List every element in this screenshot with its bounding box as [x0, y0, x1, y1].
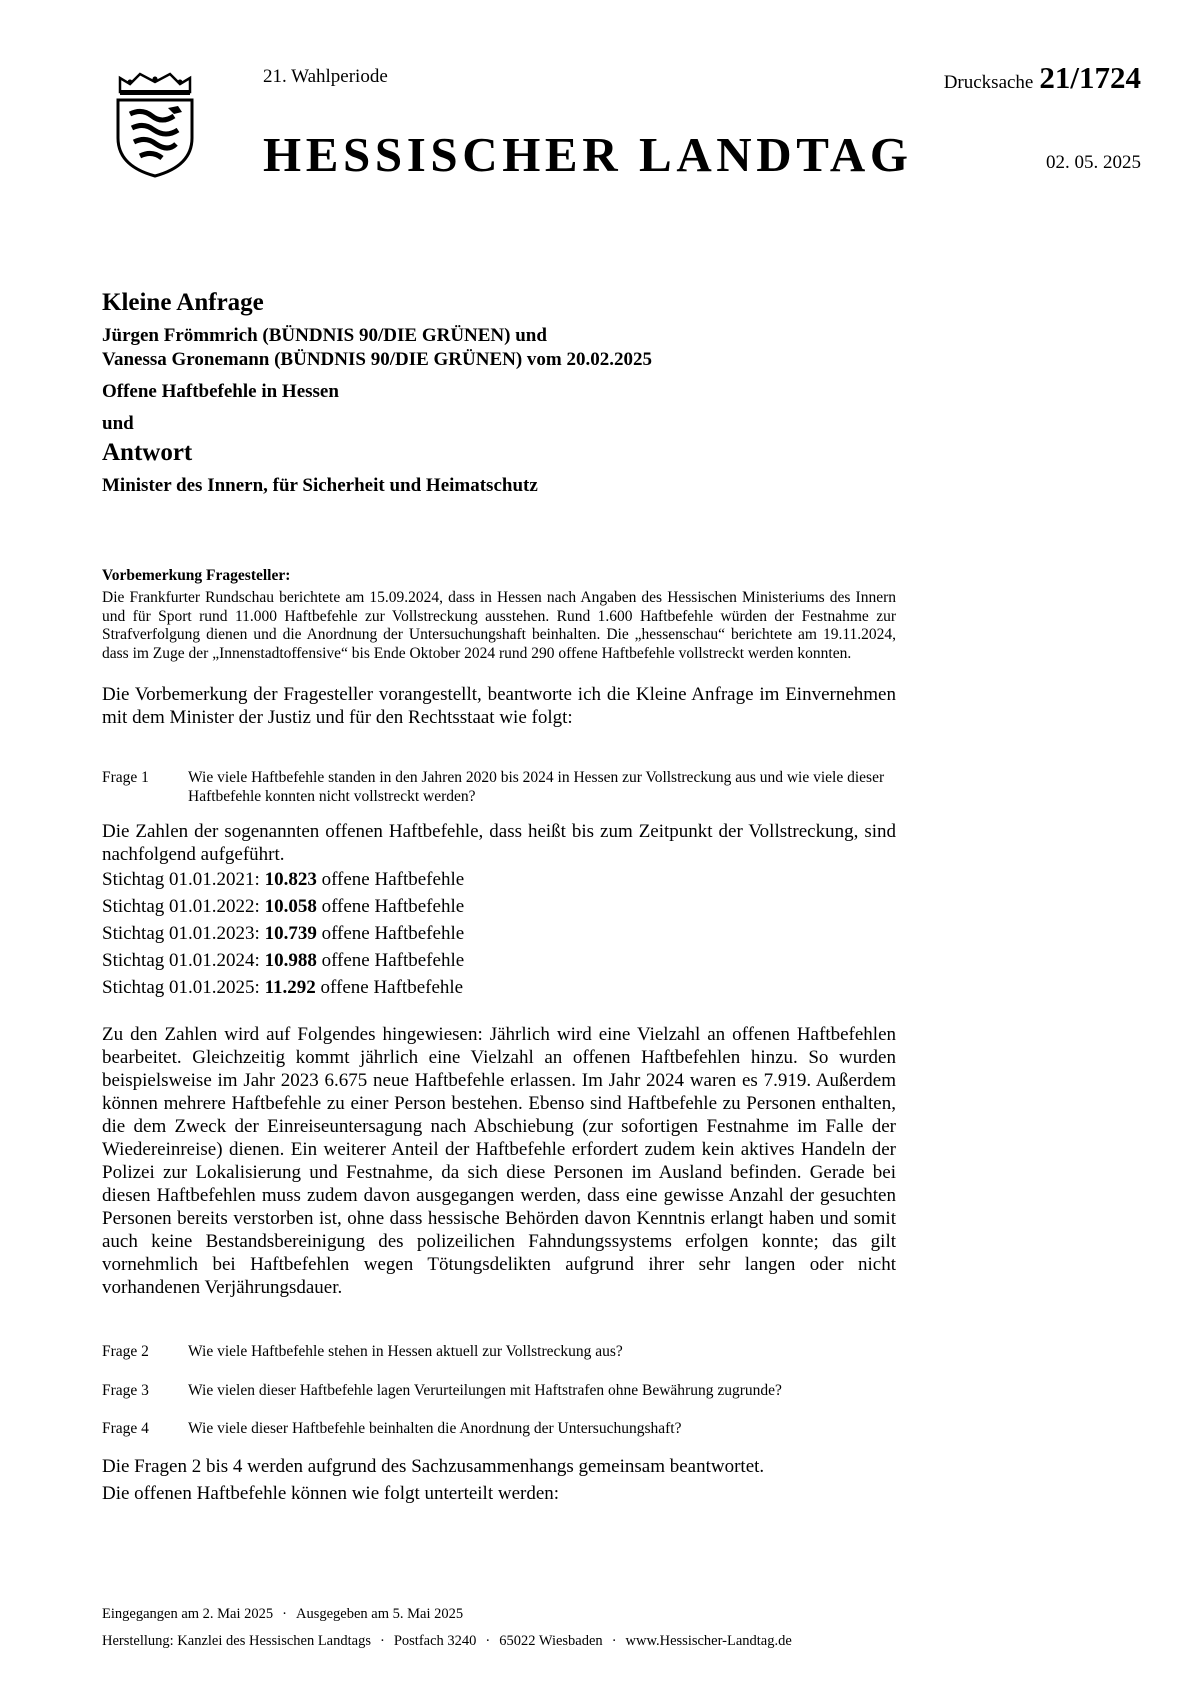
answer-label: Antwort — [102, 439, 193, 466]
footer-separator: · — [611, 1633, 617, 1649]
stichtag-value: 10.823 — [264, 869, 317, 890]
drucksache-number: 21/1724 — [1039, 60, 1141, 95]
stichtag-row — [102, 974, 896, 1001]
stichtag-suffix: offene Haftbefehle — [321, 869, 465, 890]
answer-2-line-1: Die Fragen 2 bis 4 werden aufgrund des Sachzusammenhangs gemeinsam beantwortet. — [102, 1455, 765, 1477]
footer-website-link[interactable]: www.Hessischer-Landtag.de — [625, 1633, 792, 1649]
stichtag-list — [102, 866, 896, 1001]
stichtag-value: 10.058 — [264, 896, 317, 917]
answer-2-line-2: Die offenen Haftbefehle können wie folgt unterteilt werden: — [102, 1482, 560, 1504]
answer-1-notes: Zu den Zahlen wird auf Folgendes hingewiesen: Jährlich wird eine Vielzahl an offenen Haftbefehlen bearbeitet. Gleichzeitig kommt jährlich eine Vielzahl an offenen Haftbefehlen hinzu. So wurden beispielsweise im Jahr 2023 6.675 neue Haftbefehle erlassen. Im Jahr 2024 waren es 7.919. Außerdem können mehrere Haftbefehle zu einer Person bestehen. Ebenso sind Haftbefehle zu Personen enthalten, die dem Zweck der Einreiseuntersagung nach Abschiebung (zur sofortigen Festnahme im Falle der Wiedereinreise) dienen. Ein weiterer Anteil der Haftbefehle erfordert zudem kein aktives Handeln der Polizei zur Lokalisierung und Festnahme, da sich diese Personen im Ausland befinden. Gerade bei diesen Haftbefehlen muss zudem davon ausgegangen werden, dass eine gewisse Anzahl der gesuchten Personen bereits verstorben ist, ohne dass hessische Behörden davon Kenntnis erlangt haben und somit auch keine Bestandsbereinigung des polizeilichen Fahndungssystems erfolgen konnte; das gilt vornehmlich bei Haftbefehlen wegen Tötungsdelikten aufgrund ihrer sehr langen oder nicht vorhandenen Verjährungsdauer. — [102, 1024, 896, 1298]
question-3-text: Wie vielen dieser Haftbefehle lagen Verurteilungen mit Haftstrafen ohne Bewährung zugrunde? — [188, 1381, 782, 1399]
footer-separator: · — [282, 1606, 287, 1622]
footer-postfach: Postfach 3240 — [393, 1633, 477, 1649]
question-1-text: Wie viele Haftbefehle standen in den Jahren 2020 bis 2024 in Hessen zur Vollstreckung aus und wie viele dieser Haftbefehle konnten nicht vollstreckt werden? — [188, 769, 885, 805]
vorbemerkung-title: Vorbemerkung Fragesteller: — [102, 567, 291, 584]
question-2-text: Wie viele Haftbefehle stehen in Hessen aktuell zur Vollstreckung aus? — [188, 1343, 623, 1360]
stichtag-label: Stichtag 01.01.2021: — [102, 869, 260, 890]
authors-line-1: Jürgen Frömmrich (BÜNDNIS 90/DIE GRÜNEN) und — [102, 325, 547, 346]
minister: Minister des Innern, für Sicherheit und Heimatschutz — [102, 475, 538, 496]
footer-ausgegeben: Ausgegeben am 5. Mai 2025 — [295, 1606, 464, 1622]
stichtag-row — [102, 893, 896, 920]
question-4-label: Frage 4 — [102, 1420, 149, 1437]
authors-line-2: Vanessa Gronemann (BÜNDNIS 90/DIE GRÜNEN) vom 20.02.2025 — [102, 349, 652, 370]
stichtag-suffix: offene Haftbefehle — [321, 896, 465, 917]
footer-dates — [102, 1606, 463, 1623]
stichtag-value: 11.292 — [264, 977, 316, 998]
stichtag-label: Stichtag 01.01.2025: — [102, 977, 260, 998]
document-date: 02. 05. 2025 — [1046, 152, 1141, 173]
intro-paragraph: Die Vorbemerkung der Fragesteller vorangestellt, beantworte ich die Kleine Anfrage im Einvernehmen mit dem Minister der Justiz und für den Rechtsstaat wie folgt: — [102, 684, 896, 728]
answer-1-intro: Die Zahlen der sogenannten offenen Haftbefehle, dass heißt bis zum Zeitpunkt der Vollstreckung, sind nachfolgend aufgeführt. — [102, 821, 896, 865]
question-4-text: Wie viele dieser Haftbefehle beinhalten die Anordnung der Untersuchungshaft? — [188, 1420, 682, 1437]
stichtag-value: 10.988 — [264, 950, 317, 971]
question-2 — [102, 1343, 896, 1362]
footer-publisher — [102, 1633, 792, 1650]
and-label: und — [102, 413, 134, 434]
drucksache — [900, 60, 1141, 96]
wahlperiode: 21. Wahlperiode — [263, 66, 388, 87]
drucksache-label: Drucksache — [943, 72, 1034, 93]
footer-separator: · — [379, 1633, 385, 1649]
footer-herstellung: Herstellung: Kanzlei des Hessischen Landtags — [102, 1633, 371, 1649]
footer-eingegangen: Eingegangen am 2. Mai 2025 — [102, 1606, 274, 1622]
doc-type: Kleine Anfrage — [102, 289, 264, 316]
stichtag-label: Stichtag 01.01.2024: — [102, 950, 260, 971]
subject: Offene Haftbefehle in Hessen — [102, 381, 339, 402]
footer-separator: · — [485, 1633, 491, 1649]
stichtag-row — [102, 947, 896, 974]
vorbemerkung-text: Die Frankfurter Rundschau berichtete am 15.09.2024, dass in Hessen nach Angaben des Hessischen Ministeriums des Innern und für Sport rund 11.000 Haftbefehle zur Vollstreckung ausstehen. Rund 1.600 Haftbefehle würden der Festnahme zur Strafverfolgung dienen und die Anordnung der Untersuchungshaft beinhalten. Die „hessenschau“ berichtete am 19.11.2024, dass im Zuge der „Innenstadtoffensive“ bis Ende Oktober 2024 rund 290 offene Haftbefehle vollstreckt werden konnten. — [102, 589, 896, 662]
question-1-label: Frage 1 — [102, 769, 149, 786]
question-2-label: Frage 2 — [102, 1343, 149, 1360]
stichtag-suffix: offene Haftbefehle — [321, 923, 465, 944]
title-block — [102, 288, 1102, 498]
hessen-crest-icon — [112, 70, 198, 180]
document-body — [102, 567, 896, 1505]
stichtag-row — [102, 866, 896, 893]
question-3 — [102, 1382, 896, 1401]
question-4 — [102, 1420, 896, 1439]
stichtag-label: Stichtag 01.01.2022: — [102, 896, 260, 917]
stichtag-value: 10.739 — [264, 923, 317, 944]
parliament-title: HESSISCHER LANDTAG — [263, 127, 913, 182]
stichtag-suffix: offene Haftbefehle — [320, 977, 464, 998]
stichtag-row — [102, 920, 896, 947]
footer-ort: 65022 Wiesbaden — [499, 1633, 603, 1649]
stichtag-label: Stichtag 01.01.2023: — [102, 923, 260, 944]
question-3-label: Frage 3 — [102, 1381, 149, 1399]
stichtag-suffix: offene Haftbefehle — [321, 950, 465, 971]
question-1 — [102, 769, 896, 806]
